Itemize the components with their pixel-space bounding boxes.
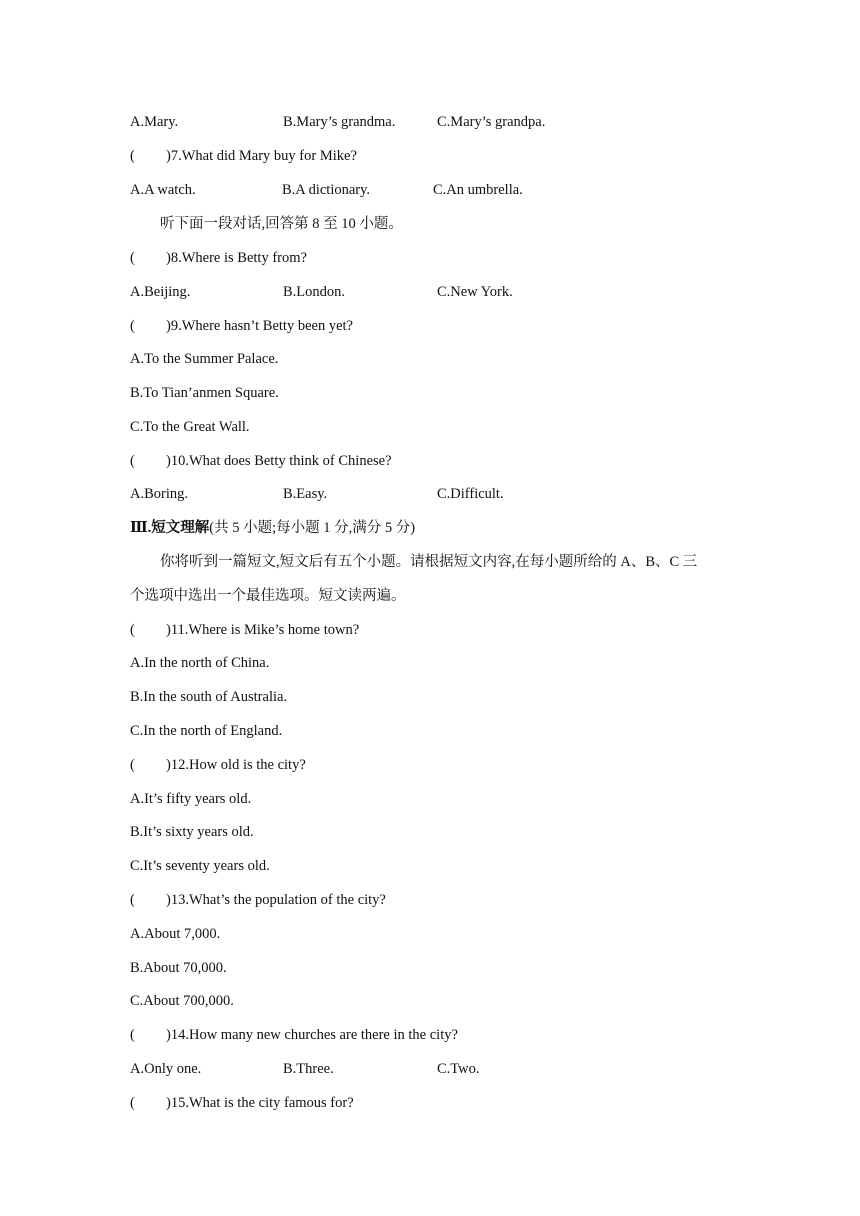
q12-option-c: C.It’s seventy years old. (130, 858, 270, 874)
q6-option-b: B.Mary’s grandma. (283, 114, 396, 130)
q9-option-c: C.To the Great Wall. (130, 419, 250, 435)
q11-option-c: C.In the north of England. (130, 723, 283, 739)
section-3-title: Ⅲ.短文理解 (130, 520, 210, 536)
question-15-text: 15.What is the city famous for? (170, 1095, 354, 1111)
q13-option-b: B.About 70,000. (130, 960, 227, 976)
q11-option-b: B.In the south of Australia. (130, 689, 288, 705)
question-9-text: 9.Where hasn’t Betty been yet? (170, 318, 353, 334)
answer-blank: ( (130, 622, 135, 638)
question-8-text: 8.Where is Betty from? (170, 250, 307, 266)
question-15: ( )15.What is the city famous for? (130, 1095, 354, 1111)
q7-option-a: A.A watch. (130, 182, 196, 198)
question-8: ( )8.Where is Betty from? (130, 250, 307, 266)
question-12: ( )12.How old is the city? (130, 757, 306, 773)
q8-option-c: C.New York. (437, 284, 513, 300)
answer-blank: ( (130, 453, 135, 469)
instruction-8-10: 听下面一段对话,回答第 8 至 10 小题。 (160, 216, 403, 232)
q10-option-a: A.Boring. (130, 486, 188, 502)
answer-blank: ( (130, 250, 135, 266)
q9-option-a: A.To the Summer Palace. (130, 351, 279, 367)
question-11-text: 11.Where is Mike’s home town? (170, 622, 360, 638)
question-7-text: 7.What did Mary buy for Mike? (170, 148, 357, 164)
q10-option-c: C.Difficult. (437, 486, 504, 502)
section-3-instruction-line-2: 个选项中选出一个最佳选项。短文读两遍。 (130, 588, 406, 604)
q12-option-b: B.It’s sixty years old. (130, 824, 254, 840)
q14-option-c: C.Two. (437, 1061, 480, 1077)
q8-option-a: A.Beijing. (130, 284, 191, 300)
question-12-text: 12.How old is the city? (170, 757, 306, 773)
section-3-instruction-line-1: 你将听到一篇短文,短文后有五个小题。请根据短文内容,在每小题所给的 A、B、C 三 (160, 554, 698, 570)
section-3-heading (130, 519, 415, 537)
question-7: ( )7.What did Mary buy for Mike? (130, 148, 357, 164)
question-13: ( )13.What’s the population of the city? (130, 892, 386, 908)
q13-option-c: C.About 700,000. (130, 993, 234, 1009)
q7-option-c: C.An umbrella. (433, 182, 523, 198)
answer-blank: ( (130, 1095, 135, 1111)
answer-blank: ( (130, 757, 135, 773)
answer-blank: ( (130, 1027, 135, 1043)
q9-option-b: B.To Tian’anmen Square. (130, 385, 279, 401)
q6-option-a: A.Mary. (130, 114, 179, 130)
q6-option-c: C.Mary’s grandpa. (437, 114, 546, 130)
answer-blank: ( (130, 892, 135, 908)
answer-blank: ( (130, 318, 135, 334)
question-11: ( )11.Where is Mike’s home town? (130, 622, 360, 638)
q10-option-b: B.Easy. (283, 486, 328, 502)
question-10-text: 10.What does Betty think of Chinese? (170, 453, 392, 469)
question-14-text: 14.How many new churches are there in the city? (170, 1027, 458, 1043)
answer-blank: ( (130, 148, 135, 164)
question-10: ( )10.What does Betty think of Chinese? (130, 453, 392, 469)
q14-option-b: B.Three. (283, 1061, 334, 1077)
q7-option-b: B.A dictionary. (282, 182, 371, 198)
question-9: ( )9.Where hasn’t Betty been yet? (130, 318, 353, 334)
q14-option-a: A.Only one. (130, 1061, 202, 1077)
q13-option-a: A.About 7,000. (130, 926, 221, 942)
question-14: ( )14.How many new churches are there in the city? (130, 1027, 458, 1043)
question-13-text: 13.What’s the population of the city? (170, 892, 386, 908)
q11-option-a: A.In the north of China. (130, 655, 270, 671)
q8-option-b: B.London. (283, 284, 346, 300)
section-3-note: (共 5 小题;每小题 1 分,满分 5 分) (209, 520, 416, 536)
q12-option-a: A.It’s fifty years old. (130, 791, 252, 807)
